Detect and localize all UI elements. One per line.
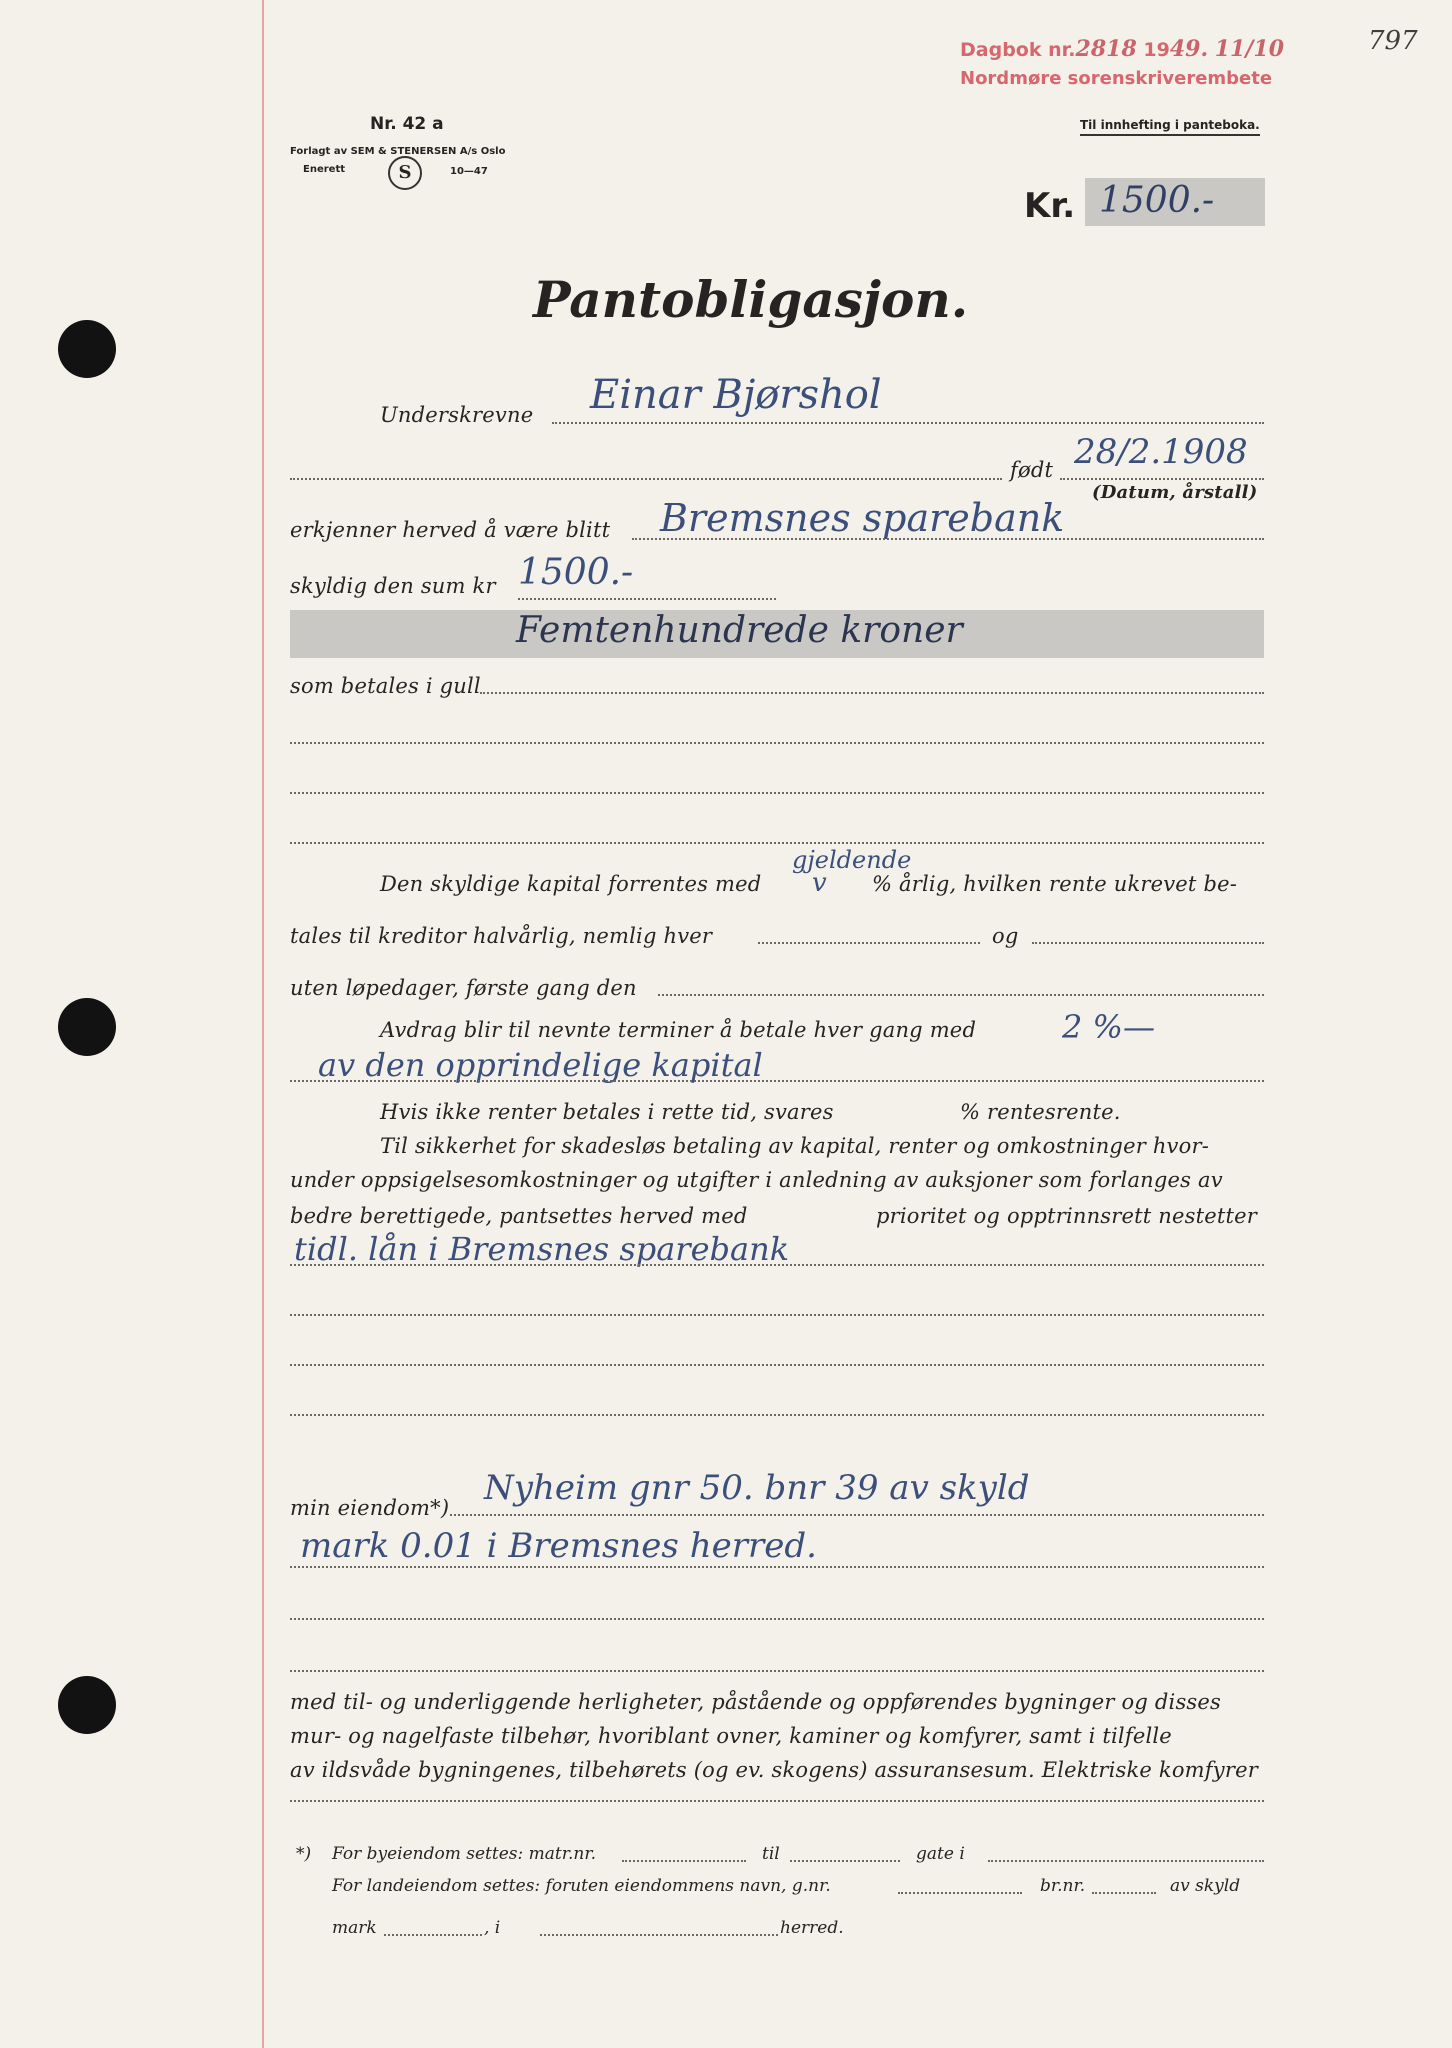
sikkerhet-line2: under oppsigelsesomkostninger og utgifter i anledning av auksjoner som forlanges av (290, 1168, 1223, 1192)
footnote-l2-b: br.nr. (1040, 1876, 1086, 1896)
forste-gang-line (658, 994, 1264, 996)
rente-line2-a: tales til kreditor halvårlig, nemlig hver (290, 924, 713, 948)
renter-line: Hvis ikke renter betales i rette tid, svares (380, 1100, 834, 1124)
publisher-logo-icon: S (388, 156, 422, 190)
underskrevne-label: Underskrevne (380, 403, 534, 427)
footnote-l2-c: av skyld (1170, 1876, 1241, 1896)
publisher-enerett: Enerett (303, 164, 346, 175)
renter-line-b: % rentesrente. (960, 1100, 1121, 1124)
sum-words-value: Femtenhundrede kroner (516, 610, 963, 651)
creditor-value: Bremsnes sparebank (660, 496, 1065, 540)
eiendom-hw-line2: mark 0.01 i Bremsnes herred. (300, 1526, 817, 1566)
footnote-l3-c: herred. (780, 1918, 844, 1938)
blank-line-6 (290, 1414, 1264, 1416)
underskrevne-value: Einar Bjørshol (590, 372, 882, 418)
footnote-l3-b: , i (484, 1918, 501, 1938)
stamp-number: 2818 (1075, 36, 1137, 62)
name-line-2 (290, 478, 1002, 480)
footnote-l1-c: gate i (916, 1844, 965, 1864)
blank-line-2 (290, 792, 1264, 794)
footnote-gate-line (988, 1860, 1264, 1862)
eiendom-line2 (290, 1566, 1264, 1568)
blank-line-5 (290, 1364, 1264, 1366)
fodt-label: født (1010, 458, 1054, 482)
punch-hole-top (58, 320, 116, 378)
rente-hw-mark: v (812, 868, 827, 898)
sikkerhet-line3-a: bedre berettigede, pantsettes herved med (290, 1204, 748, 1228)
page-number: 797 (1368, 26, 1418, 56)
sum-words-band (290, 610, 1264, 658)
blank-line-3 (290, 842, 1264, 844)
rente-line3: uten løpedager, første gang den (290, 976, 637, 1000)
kr-amount-value: 1500.- (1099, 180, 1215, 221)
avdrag-hw-line2: av den opprindelige kapital (318, 1046, 763, 1084)
sikkerhet-line3-b: prioritet og opptrinnsrett nestetter (876, 1204, 1258, 1228)
erkjenner-label: erkjenner herved å være blitt (290, 518, 611, 542)
publisher-date: 10—47 (450, 166, 488, 177)
blank-line-4 (290, 1314, 1264, 1316)
journal-stamp-line2: Nordmøre sorenskriverembete (960, 68, 1273, 89)
rente-line1-b: % årlig, hvilken rente ukrevet be- (872, 872, 1238, 896)
blank-line-7 (290, 1618, 1264, 1620)
herlig-line1: med til- og underliggende herligheter, påstående og oppførendes bygninger og disses (290, 1690, 1222, 1714)
skyldig-line (518, 598, 776, 600)
datum-label: (Datum, årstall) (1092, 482, 1258, 503)
rente-line2-b: og (992, 924, 1019, 948)
blank-line-1 (290, 742, 1264, 744)
gull-line (480, 692, 1264, 694)
punch-hole-middle (58, 998, 116, 1056)
footnote-star: *) (296, 1844, 312, 1864)
punch-hole-bottom (58, 1676, 116, 1734)
rente-og-line (1032, 942, 1264, 944)
eiendom-label: min eiendom*) (290, 1496, 450, 1520)
footnote-l1-a: For byeiendom settes: matr.nr. (332, 1844, 596, 1864)
footnote-matr-line (622, 1860, 746, 1862)
document-title: Pantobligasjon. (533, 270, 969, 329)
rente-hver-line (758, 942, 980, 944)
stamp-prefix: Dagbok nr. (960, 39, 1076, 61)
footnote-til-line (790, 1860, 900, 1862)
avdrag-value: 2 %— (1062, 1008, 1155, 1046)
kr-amount-box (1085, 178, 1265, 226)
herlig-line3: av ildsvåde bygningenes, tilbehørets (og ev. skogens) assuransesum. Elektriske komfyrer (290, 1758, 1258, 1782)
skyldig-value: 1500.- (518, 552, 634, 593)
kr-label: Kr. (1024, 186, 1076, 226)
journal-stamp-line1 (960, 36, 1284, 62)
footnote-herred-line (540, 1934, 778, 1936)
fodt-value: 28/2.1908 (1074, 432, 1248, 472)
footnote-brnr-line (1092, 1892, 1156, 1894)
binding-note: Til innhefting i panteboka. (1080, 118, 1260, 136)
prioritet-hw: tidl. lån i Bremsnes sparebank (294, 1230, 790, 1268)
underskrevne-line (552, 422, 1264, 424)
herlig-line2: mur- og nagelfaste tilbehør, hvoriblant ovner, kaminer og komfyrer, samt i tilfelle (290, 1724, 1172, 1748)
stamp-year: 49. (1169, 36, 1209, 62)
margin-line (262, 0, 264, 2048)
skyldig-label: skyldig den sum kr (290, 574, 496, 598)
fodt-line (1060, 478, 1264, 480)
sikkerhet-line1: Til sikkerhet for skadesløs betaling av kapital, renter og omkostninger hvor- (380, 1134, 1209, 1158)
rente-line1-a: Den skyldige kapital forrentes med (380, 872, 762, 896)
stamp-year-prefix: 19 (1143, 39, 1170, 61)
footnote-l2-a: For landeiendom settes: foruten eiendommens navn, g.nr. (332, 1876, 831, 1896)
footnote-l1-b: til (762, 1844, 780, 1864)
footnote-gnr-line (898, 1892, 1022, 1894)
gull-label: som betales i gull (290, 674, 481, 698)
stamp-date: 11/10 (1214, 36, 1284, 62)
avdrag-line2 (290, 1080, 1264, 1082)
rente-hw-top: gjeldende (792, 846, 912, 874)
creditor-line (632, 538, 1264, 540)
avdrag-label: Avdrag blir til nevnte terminer å betale hver gang med (380, 1018, 977, 1042)
herlig-line4 (290, 1800, 1264, 1802)
eiendom-hw-line1: Nyheim gnr 50. bnr 39 av skyld (484, 1468, 1030, 1508)
footnote-mark-line (384, 1934, 482, 1936)
blank-line-8 (290, 1670, 1264, 1672)
prioritet-line (290, 1264, 1264, 1266)
footnote-l3-a: mark (332, 1918, 377, 1938)
eiendom-line1 (450, 1514, 1264, 1516)
publisher-line: Forlagt av SEM & STENERSEN A/s Oslo (290, 146, 506, 157)
form-number: Nr. 42 a (370, 114, 444, 134)
